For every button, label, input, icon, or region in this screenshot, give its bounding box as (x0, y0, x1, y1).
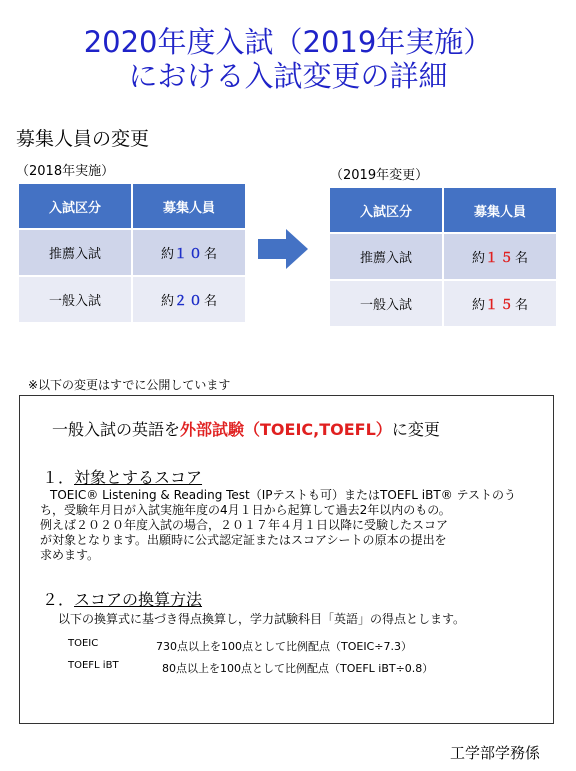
section-title: 募集人員の変更 (16, 128, 150, 150)
cell-count: 約２０名 (132, 276, 245, 322)
cell-category: 推薦入試 (330, 233, 443, 280)
table-row (19, 276, 245, 322)
page-title-line2: における入試変更の詳細 (128, 59, 448, 93)
section1-body: TOEIC® Listening & Reading Test（IPテストも可）またはTOEFL iBT® テストのう ち，受験年月日が入試実施年度の4月１日から起算して過去2年以内のもの。 例えば２０２０年度入試の場合，２０１７年４月１日以降に受験したスコア が対象となります。出願時に公式認定証またはスコアシートの原本の提出を 求めます。 (40, 488, 517, 562)
right-arrow-icon (258, 229, 308, 269)
conversion-rule-toefl: 80点以上を100点として比例配点（TOEFL iBT÷0.8） (162, 662, 434, 675)
table-2018 (19, 184, 245, 322)
section2-heading: ２．スコアの換算方法 (42, 590, 203, 609)
section1-heading: １．対象とするスコア (42, 468, 203, 487)
section2-intro: 以下の換算式に基づき得点換算し，学力試験科目「英語」の得点とします。 (58, 612, 466, 626)
year-label-2018: （2018年実施） (16, 164, 115, 179)
conversion-name-toefl: TOEFL iBT (68, 660, 119, 671)
header-count: 募集人員 (443, 188, 556, 233)
cell-count: 約１５名 (443, 233, 556, 280)
header-count: 募集人員 (132, 184, 245, 229)
table-2019 (330, 188, 556, 326)
cell-count: 約１０名 (132, 229, 245, 276)
footer-office: 工学部学務係 (449, 744, 540, 762)
conversion-name-toeic: TOEIC (68, 638, 99, 649)
page-title-line1: 2020年度入試（2019年実施） (83, 25, 493, 59)
table-row (330, 233, 556, 280)
cell-count: 約１５名 (443, 280, 556, 326)
notice-text: ※以下の変更はすでに公開しています (28, 378, 231, 392)
cell-category: 一般入試 (330, 280, 443, 326)
header-category: 入試区分 (330, 188, 443, 233)
conversion-rule-toeic: 730点以上を100点として比例配点（TOEIC÷7.3） (156, 640, 412, 653)
cell-category: 推薦入試 (19, 229, 132, 276)
table-row (330, 280, 556, 326)
box-headline: 一般入試の英語を外部試験（TOEIC,TOEFL）に変更 (52, 420, 440, 439)
year-label-2019: （2019年変更） (330, 168, 429, 183)
table-row (19, 229, 245, 276)
header-category: 入試区分 (19, 184, 132, 229)
cell-category: 一般入試 (19, 276, 132, 322)
